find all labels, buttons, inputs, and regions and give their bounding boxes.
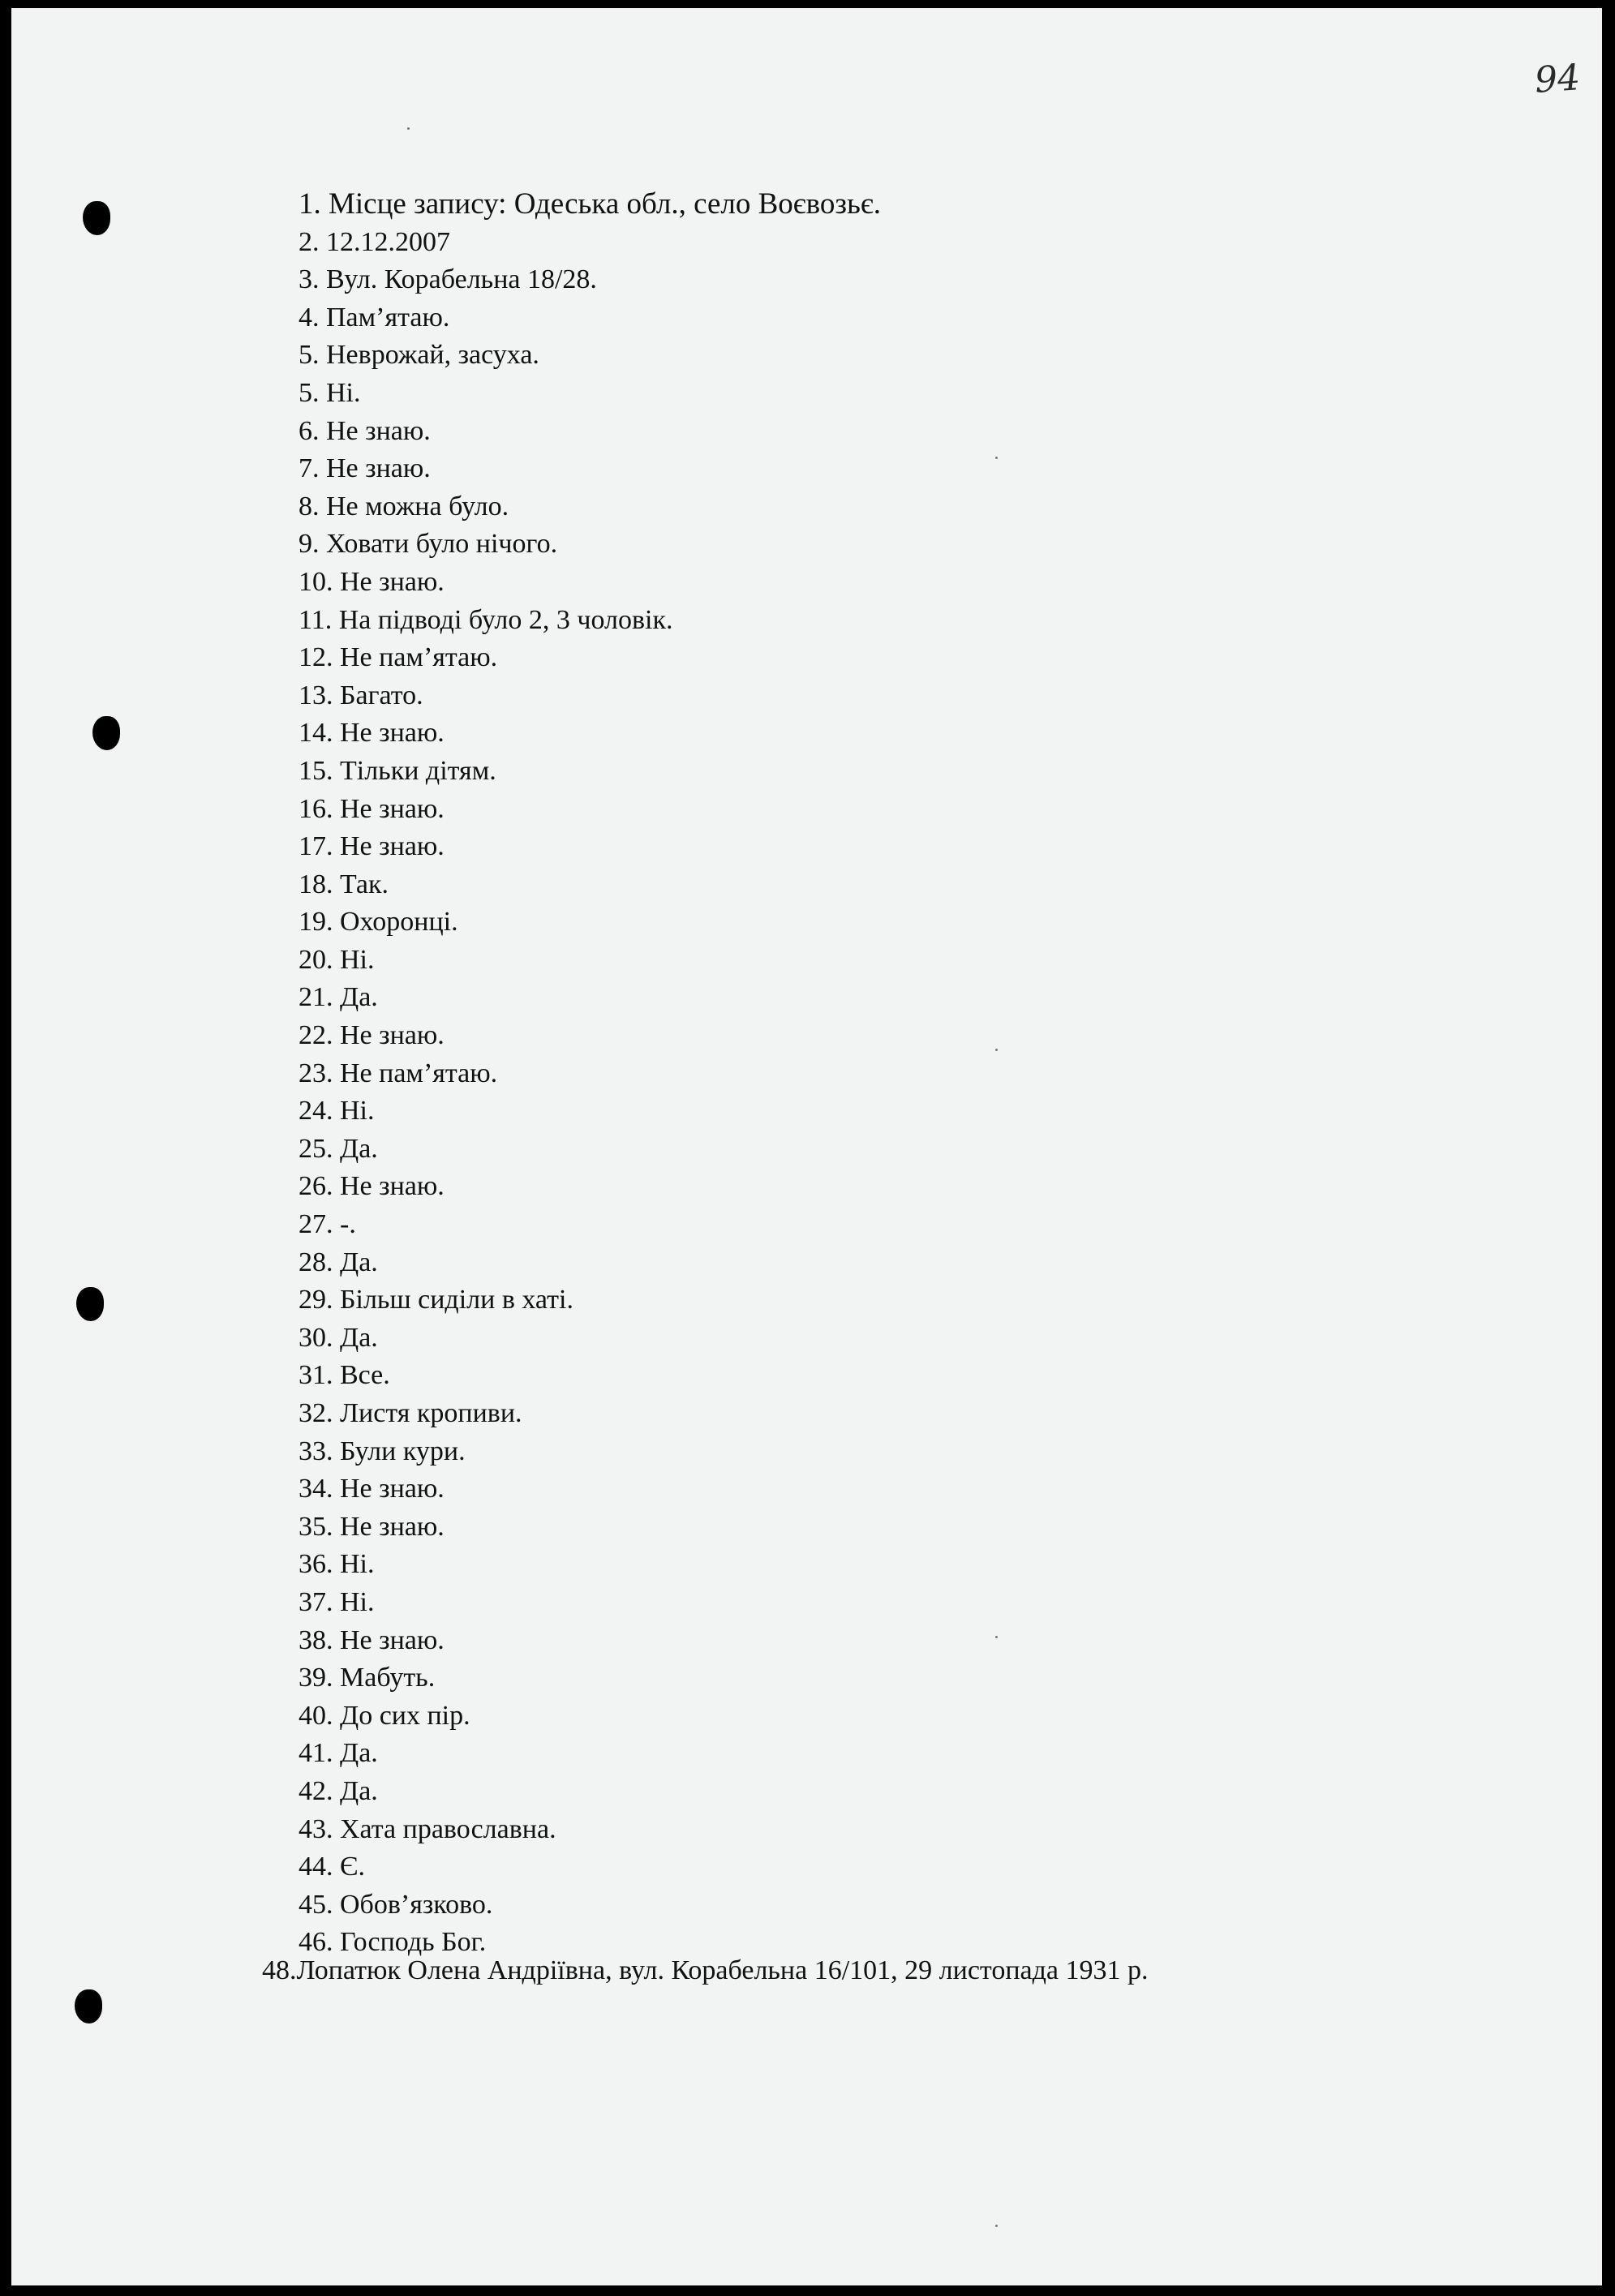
- answer-line: 30. Да.: [299, 1322, 378, 1353]
- answer-line: 46. Господь Бог.: [299, 1927, 487, 1958]
- answer-line: 36. Ні.: [299, 1549, 375, 1580]
- answer-line: 26. Не знаю.: [299, 1171, 445, 1202]
- punch-hole: [76, 1287, 104, 1321]
- handwritten-page-number: 94: [1533, 57, 1582, 101]
- punch-hole: [83, 201, 110, 235]
- answer-line: 15. Тільки дітям.: [299, 755, 496, 786]
- answer-line: 33. Були кури.: [299, 1436, 466, 1466]
- answer-line: 19. Охоронці.: [299, 907, 458, 938]
- paper-speck: [407, 127, 410, 130]
- answer-line: 41. Да.: [299, 1738, 378, 1769]
- paper-speck: [995, 2225, 998, 2227]
- answer-line: 42. Да.: [299, 1775, 378, 1806]
- answer-line: 4. Пам’ятаю.: [299, 302, 450, 333]
- answer-line: 32. Листя кропиви.: [299, 1398, 522, 1428]
- paper-speck: [995, 457, 998, 459]
- punch-hole: [92, 716, 120, 750]
- answer-line: 7. Не знаю.: [299, 453, 431, 484]
- answers-list: [299, 186, 881, 1962]
- answer-line: 28. Да.: [299, 1247, 378, 1277]
- punch-hole: [75, 1989, 102, 2023]
- answer-line: 23. Не пам’ятаю.: [299, 1058, 498, 1088]
- answer-line: 5. Неврожай, засуха.: [299, 340, 539, 371]
- answer-line: 43. Хата православна.: [299, 1813, 556, 1844]
- answer-line: 25. Да.: [299, 1133, 378, 1164]
- answer-line: 35. Не знаю.: [299, 1511, 445, 1542]
- answer-line: 5. Ні.: [299, 377, 361, 408]
- answer-line: 13. Багато.: [299, 680, 423, 710]
- answer-line: 39. Мабуть.: [299, 1663, 436, 1693]
- answer-line: 29. Більш сиділи в хаті.: [299, 1285, 573, 1315]
- answer-line: 1. Місце запису: Одеська обл., село Воєвозьє.: [299, 187, 882, 221]
- answer-line: 45. Обов’язково.: [299, 1889, 493, 1920]
- paper-speck: [995, 1049, 998, 1051]
- answer-line: 12. Не пам’ятаю.: [299, 642, 498, 673]
- answer-line: 20. Ні.: [299, 944, 375, 975]
- answer-line: 21. Да.: [299, 982, 378, 1013]
- answer-line: 17. Не знаю.: [299, 831, 445, 862]
- answer-line: 27. -.: [299, 1209, 356, 1240]
- answer-line: 44. Є.: [299, 1852, 365, 1882]
- document-page: [11, 8, 1602, 2285]
- answer-line: 37. Ні.: [299, 1586, 375, 1617]
- paper-speck: [995, 1636, 998, 1638]
- informant-line: 48.Лопатюк Олена Андріївна, вул. Корабельна 16/101, 29 листопада 1931 р.: [262, 1955, 1149, 1985]
- answer-line: 6. Не знаю.: [299, 415, 431, 446]
- answer-line: 40. До сих пір.: [299, 1700, 470, 1731]
- answer-line: 3. Вул. Корабельна 18/28.: [299, 264, 597, 295]
- answer-line: 31. Все.: [299, 1360, 390, 1391]
- answer-line: 11. На підводі було 2, 3 чоловік.: [299, 604, 673, 635]
- answer-line: 22. Не знаю.: [299, 1020, 445, 1051]
- answer-line: 10. Не знаю.: [299, 566, 445, 597]
- answer-line: 24. Ні.: [299, 1096, 375, 1127]
- answer-line: 9. Ховати було нічого.: [299, 529, 558, 560]
- answer-line: 34. Не знаю.: [299, 1474, 445, 1504]
- answer-line: 14. Не знаю.: [299, 718, 445, 749]
- answer-line: 2. 12.12.2007: [299, 226, 450, 257]
- answer-line: 38. Не знаю.: [299, 1624, 445, 1655]
- answer-line: 16. Не знаю.: [299, 793, 445, 824]
- answer-line: 18. Так.: [299, 869, 389, 899]
- answer-line: 8. Не можна було.: [299, 491, 509, 521]
